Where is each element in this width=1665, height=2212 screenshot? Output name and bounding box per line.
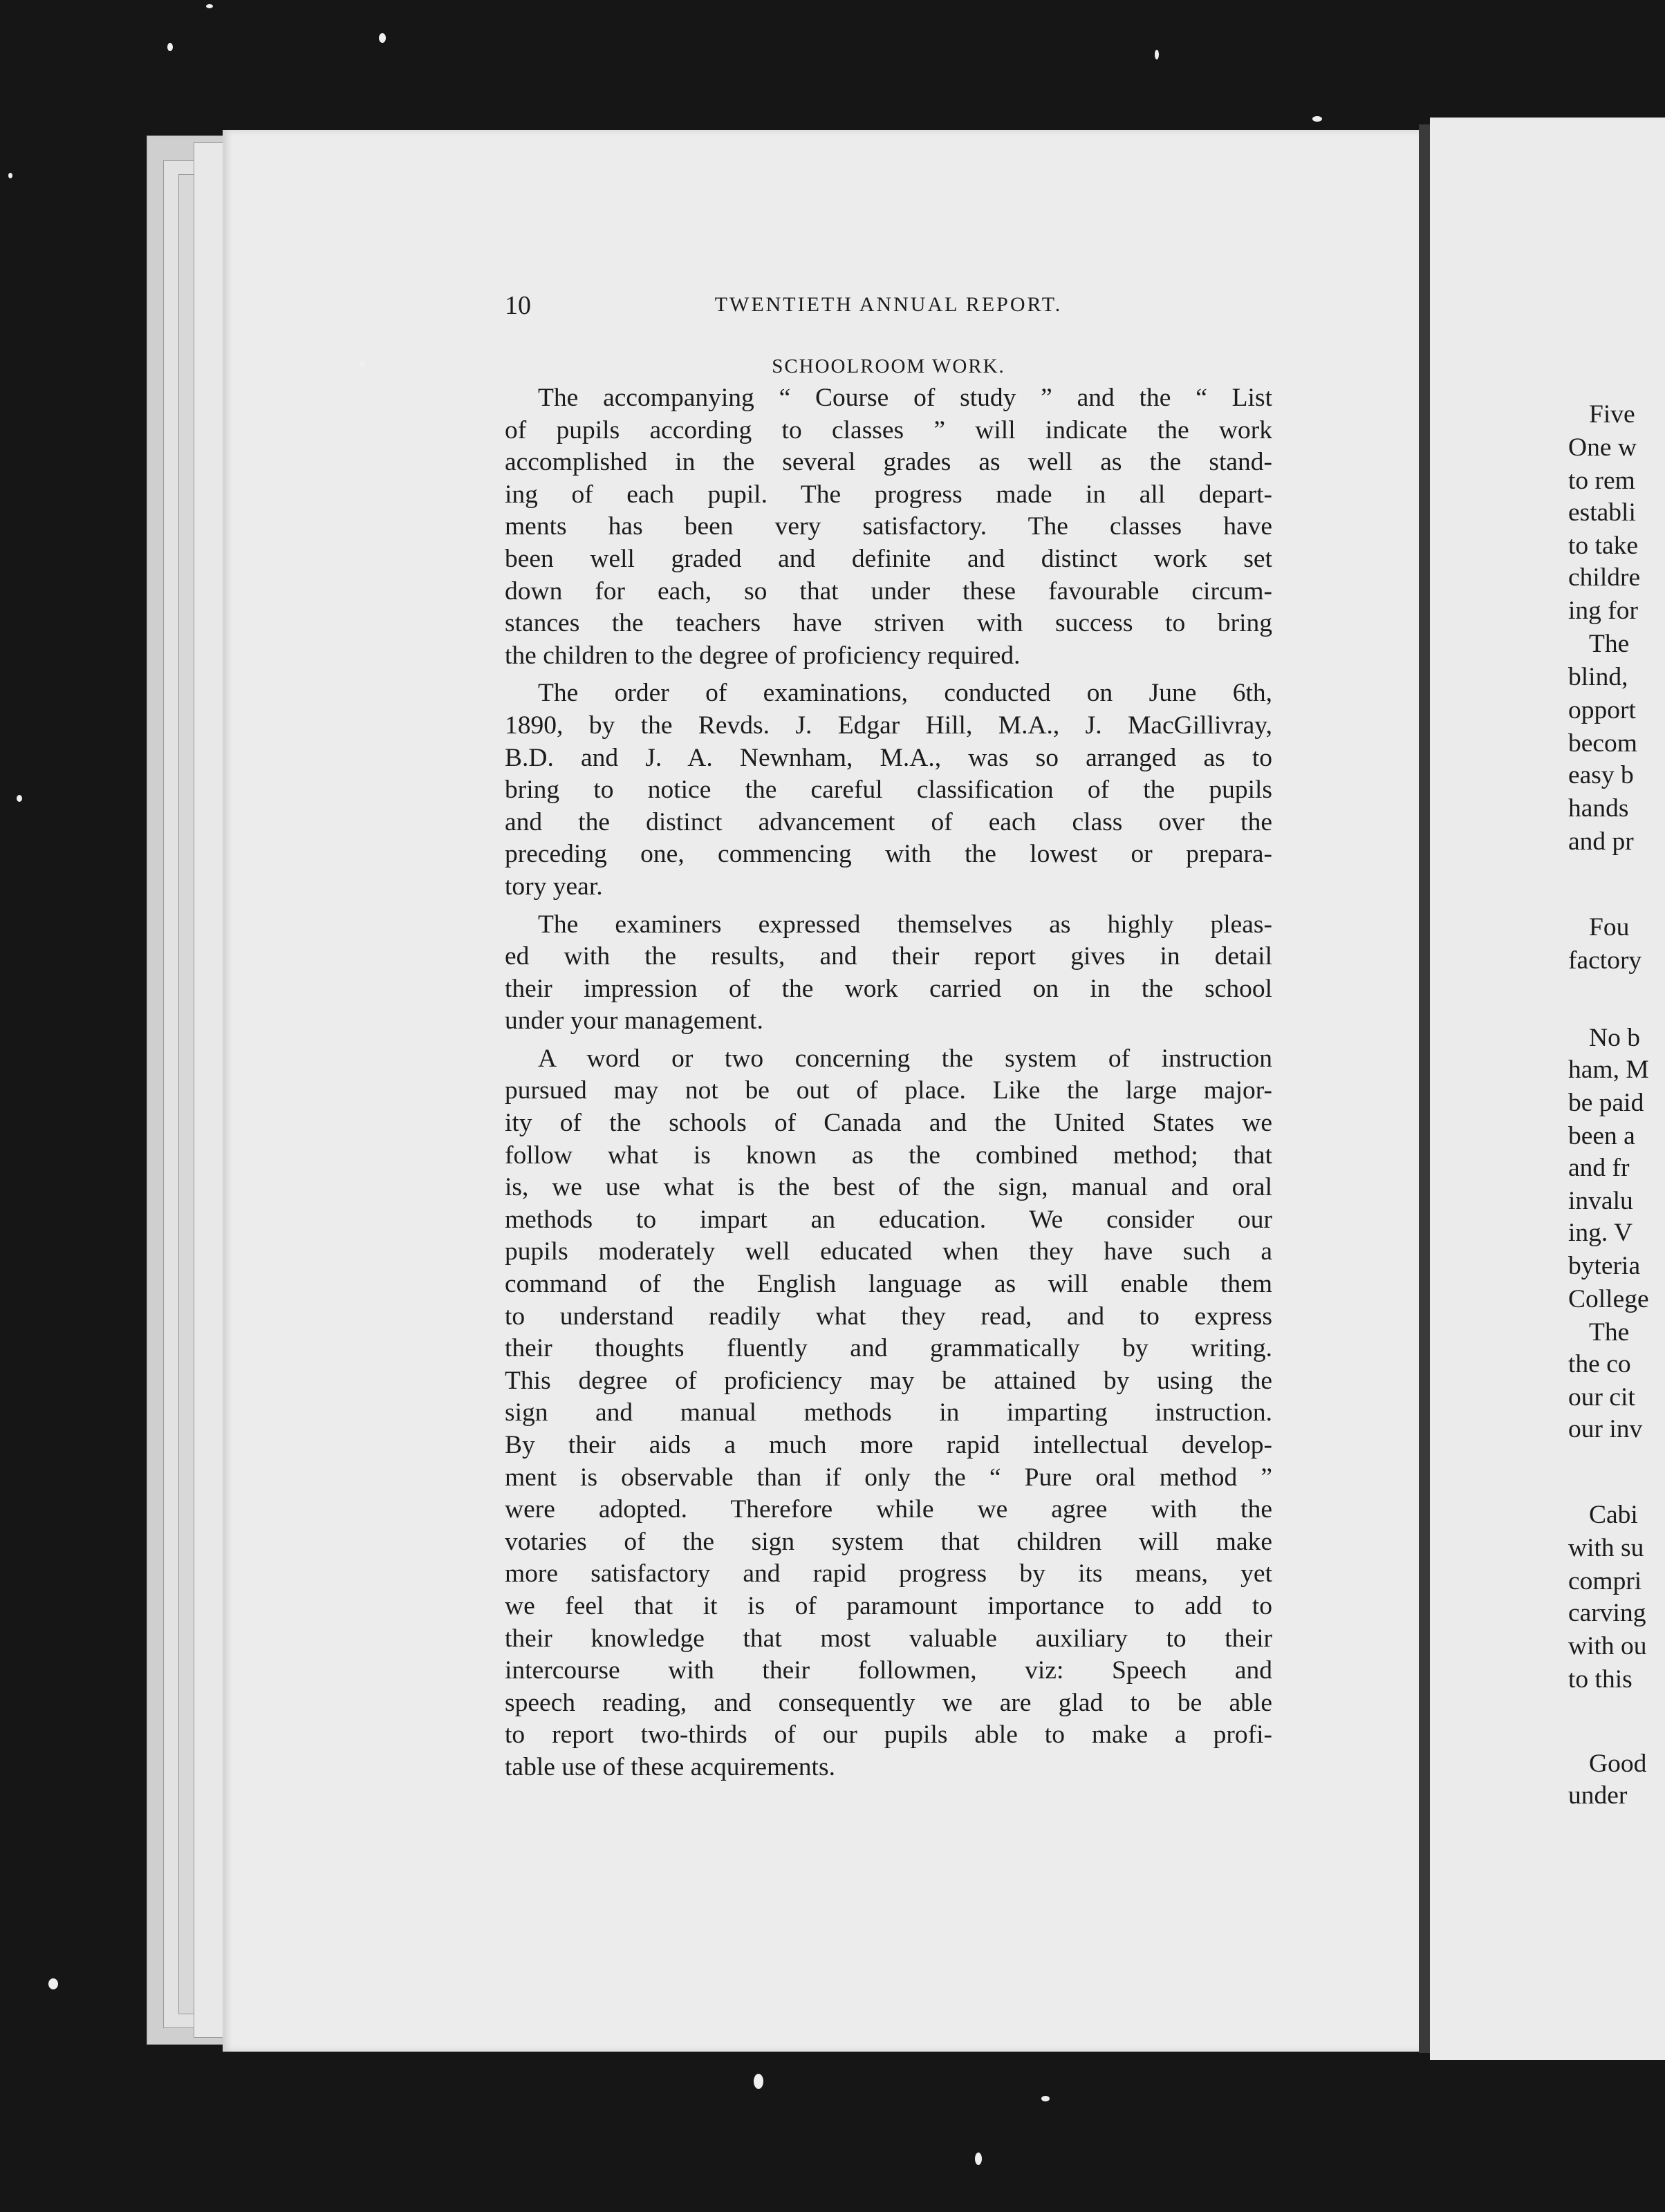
text-line: The accompanying “ Course of study ” and the “ List: [538, 384, 1272, 412]
right-page-fragment: and fr: [1568, 1154, 1630, 1182]
right-page-fragment: The: [1589, 1318, 1630, 1347]
text-line: more satisfactory and rapid progress by its means, yet: [505, 1559, 1272, 1588]
dust-speck: [754, 2074, 763, 2089]
right-page-fragment: and pr: [1568, 827, 1634, 856]
right-page-fragment: easy b: [1568, 761, 1634, 789]
right-page-fragment: to this: [1568, 1665, 1633, 1694]
right-page-fragment: Good: [1589, 1750, 1647, 1778]
text-column: [505, 290, 1272, 1790]
text-line: intercourse with their followmen, viz: Speech and: [505, 1656, 1272, 1685]
right-page-fragment: No b: [1589, 1024, 1640, 1052]
text-line: A word or two concerning the system of instruction: [538, 1044, 1272, 1073]
text-line: their impression of the work carried on in the school: [505, 974, 1272, 1003]
text-line: methods to impart an education. We consider our: [505, 1205, 1272, 1234]
text-line: and the distinct advancement of each class over the: [505, 807, 1272, 836]
dust-speck: [379, 33, 386, 43]
text-line: ments has been very satisfactory. The classes have: [505, 512, 1272, 541]
text-line: pupils moderately well educated when they have such a: [505, 1237, 1272, 1266]
text-line: ing of each pupil. The progress made in all depart-: [505, 480, 1272, 509]
right-page-fragment: becom: [1568, 729, 1637, 758]
dust-speck: [1312, 116, 1322, 122]
right-page-fragment: ing. V: [1568, 1219, 1633, 1247]
text-line: the children to the degree of proficiency required.: [505, 641, 1021, 670]
text-line: stances the teachers have striven with success to bring: [505, 609, 1272, 638]
text-line: 1890, by the Revds. J. Edgar Hill, M.A., J. MacGillivray,: [505, 711, 1272, 740]
text-line: command of the English language as will enable them: [505, 1270, 1272, 1299]
text-line: speech reading, and consequently we are glad to be able: [505, 1688, 1272, 1717]
text-line: were adopted. Therefore while we agree with the: [505, 1495, 1272, 1524]
paragraph: [505, 677, 1272, 903]
dust-speck: [360, 361, 365, 366]
right-page-fragment: The: [1589, 630, 1630, 658]
right-page-fragment: be paid: [1568, 1089, 1644, 1117]
right-page-fragment: College: [1568, 1285, 1649, 1313]
right-page-fragment: the co: [1568, 1350, 1631, 1378]
text-line: This degree of proficiency may be attained by using the: [505, 1366, 1272, 1395]
text-line: B.D. and J. A. Newnham, M.A., was so arranged as to: [505, 743, 1272, 772]
dust-speck: [975, 2153, 982, 2165]
text-line: under your management.: [505, 1006, 763, 1035]
right-page-fragment: Five: [1589, 400, 1635, 429]
dust-speck: [48, 1978, 58, 1989]
right-page-fragment: been a: [1568, 1122, 1635, 1150]
right-page-fragment: with su: [1568, 1534, 1644, 1562]
text-line: follow what is known as the combined method; that: [505, 1141, 1272, 1170]
paragraph: [505, 382, 1272, 672]
paragraph: [505, 909, 1272, 1038]
right-page-fragment: Fou: [1589, 913, 1630, 941]
right-page-fragment: our inv: [1568, 1415, 1643, 1443]
running-title: TWENTIETH ANNUAL REPORT.: [714, 293, 1063, 316]
right-page-fragment: to take: [1568, 532, 1639, 560]
paragraph: [505, 1043, 1272, 1784]
text-line: The order of examinations, conducted on June 6th,: [538, 679, 1272, 708]
text-line: votaries of the sign system that children will make: [505, 1527, 1272, 1556]
text-line: their thoughts fluently and grammatically by writing.: [505, 1334, 1272, 1363]
text-line: to report two-thirds of our pupils able to make a profi-: [505, 1721, 1272, 1750]
right-page-fragment: childre: [1568, 563, 1641, 592]
right-page-fragment: our cit: [1568, 1383, 1635, 1412]
dust-speck: [167, 43, 173, 51]
right-page-fragment: invalu: [1568, 1187, 1633, 1215]
text-line: pursued may not be out of place. Like the large major-: [505, 1076, 1272, 1105]
dust-speck: [17, 795, 22, 802]
text-line: bring to notice the careful classification of the pupils: [505, 776, 1272, 805]
text-line: accomplished in the several grades as well as the stand-: [505, 448, 1272, 477]
text-line: tory year.: [505, 872, 603, 901]
dust-speck: [1041, 2096, 1050, 2101]
section-heading: SCHOOLROOM WORK.: [772, 355, 1005, 377]
right-page-fragment: One w: [1568, 433, 1637, 462]
right-page-fragment: opport: [1568, 696, 1636, 724]
dust-speck: [1155, 50, 1159, 59]
right-page-fragment: factory: [1568, 946, 1642, 975]
text-line: to understand readily what they read, and to express: [505, 1302, 1272, 1331]
right-page-fragment: carving: [1568, 1599, 1646, 1627]
text-line: ed with the results, and their report gives in detail: [505, 942, 1272, 971]
right-page-fragment: compri: [1568, 1567, 1642, 1595]
right-page-fragment: establi: [1568, 498, 1636, 527]
dust-speck: [8, 173, 12, 178]
text-line: ity of the schools of Canada and the United States we: [505, 1109, 1272, 1138]
right-page-fragment: with ou: [1568, 1632, 1647, 1660]
right-page-fragment: under: [1568, 1781, 1628, 1810]
text-line: preceding one, commencing with the lowest or prepara-: [505, 840, 1272, 869]
right-page-fragment: to rem: [1568, 467, 1635, 495]
right-page-fragment: hands: [1568, 794, 1629, 823]
text-line: been well graded and definite and distinct work set: [505, 544, 1272, 573]
dust-speck: [206, 4, 213, 8]
text-line: By their aids a much more rapid intellectual develop-: [505, 1431, 1272, 1459]
text-line: of pupils according to classes ” will indicate the work: [505, 415, 1272, 444]
right-page-fragment: blind,: [1568, 663, 1628, 691]
text-line: down for each, so that under these favourable circum-: [505, 577, 1272, 606]
running-head: [505, 290, 1272, 329]
right-page-fragment: Cabi: [1589, 1501, 1638, 1529]
right-page-fragment: byteria: [1568, 1252, 1641, 1280]
book-gutter: [1419, 124, 1430, 2053]
right-page-fragment: ham, M: [1568, 1056, 1649, 1084]
page-number: 10: [505, 291, 531, 320]
body-text: [505, 382, 1272, 1784]
text-line: their knowledge that most valuable auxiliary to their: [505, 1624, 1272, 1653]
text-line: we feel that it is of paramount importance to add to: [505, 1591, 1272, 1620]
right-page-fragment: ing for: [1568, 597, 1639, 625]
text-line: table use of these acquirements.: [505, 1752, 835, 1781]
text-line: is, we use what is the best of the sign, manual and oral: [505, 1173, 1272, 1202]
text-line: The examiners expressed themselves as highly pleas-: [538, 910, 1272, 939]
text-line: sign and manual methods in imparting instruction.: [505, 1398, 1272, 1427]
text-line: ment is observable than if only the “ Pure oral method ”: [505, 1463, 1272, 1492]
